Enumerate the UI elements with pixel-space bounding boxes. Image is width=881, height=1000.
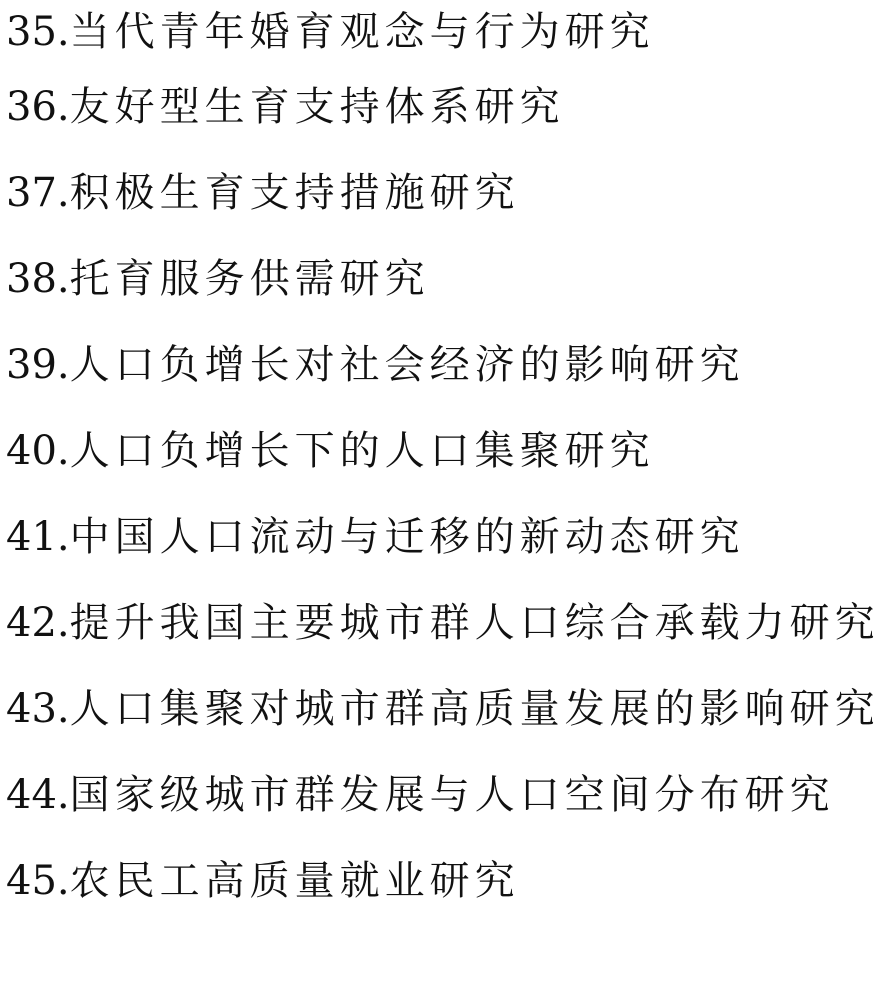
- topic-item: [6, 236, 880, 322]
- topic-number: 39.: [6, 342, 70, 388]
- topic-item: [6, 64, 880, 150]
- topic-item: [6, 150, 880, 236]
- topic-title: 人口负增长下的人口集聚研究: [69, 428, 655, 474]
- topic-title: 托育服务供需研究: [69, 256, 430, 302]
- topic-item: [6, 494, 880, 580]
- topic-number: 43.: [6, 686, 70, 732]
- topic-title: 人口集聚对城市群高质量发展的影响研究: [69, 686, 880, 732]
- topic-title: 国家级城市群发展与人口空间分布研究: [69, 772, 835, 818]
- topic-item: [6, 666, 880, 752]
- topic-number: 38.: [6, 256, 70, 302]
- topic-title: 积极生育支持措施研究: [69, 170, 520, 216]
- topic-item: [6, 752, 880, 838]
- topic-item: [6, 838, 880, 924]
- topic-title: 当代青年婚育观念与行为研究: [69, 9, 655, 55]
- topic-number: 35.: [6, 9, 70, 55]
- topic-number: 44.: [6, 772, 70, 818]
- topic-item: [6, 0, 880, 64]
- topic-item: [6, 322, 880, 408]
- topic-title: 人口负增长对社会经济的影响研究: [69, 342, 745, 388]
- topic-title: 提升我国主要城市群人口综合承载力研究: [69, 600, 880, 646]
- topic-title: 农民工高质量就业研究: [69, 858, 520, 904]
- topic-item: [6, 408, 880, 494]
- topic-title: 友好型生育支持体系研究: [69, 84, 565, 130]
- topic-title: 中国人口流动与迁移的新动态研究: [69, 514, 745, 560]
- topic-number: 42.: [6, 600, 70, 646]
- topic-number: 45.: [6, 858, 70, 904]
- topic-number: 41.: [6, 514, 70, 560]
- topic-number: 40.: [6, 428, 70, 474]
- topic-item: [6, 580, 880, 666]
- topic-number: 36.: [6, 84, 70, 130]
- topic-number: 37.: [6, 170, 70, 216]
- research-topic-list: [6, 0, 880, 924]
